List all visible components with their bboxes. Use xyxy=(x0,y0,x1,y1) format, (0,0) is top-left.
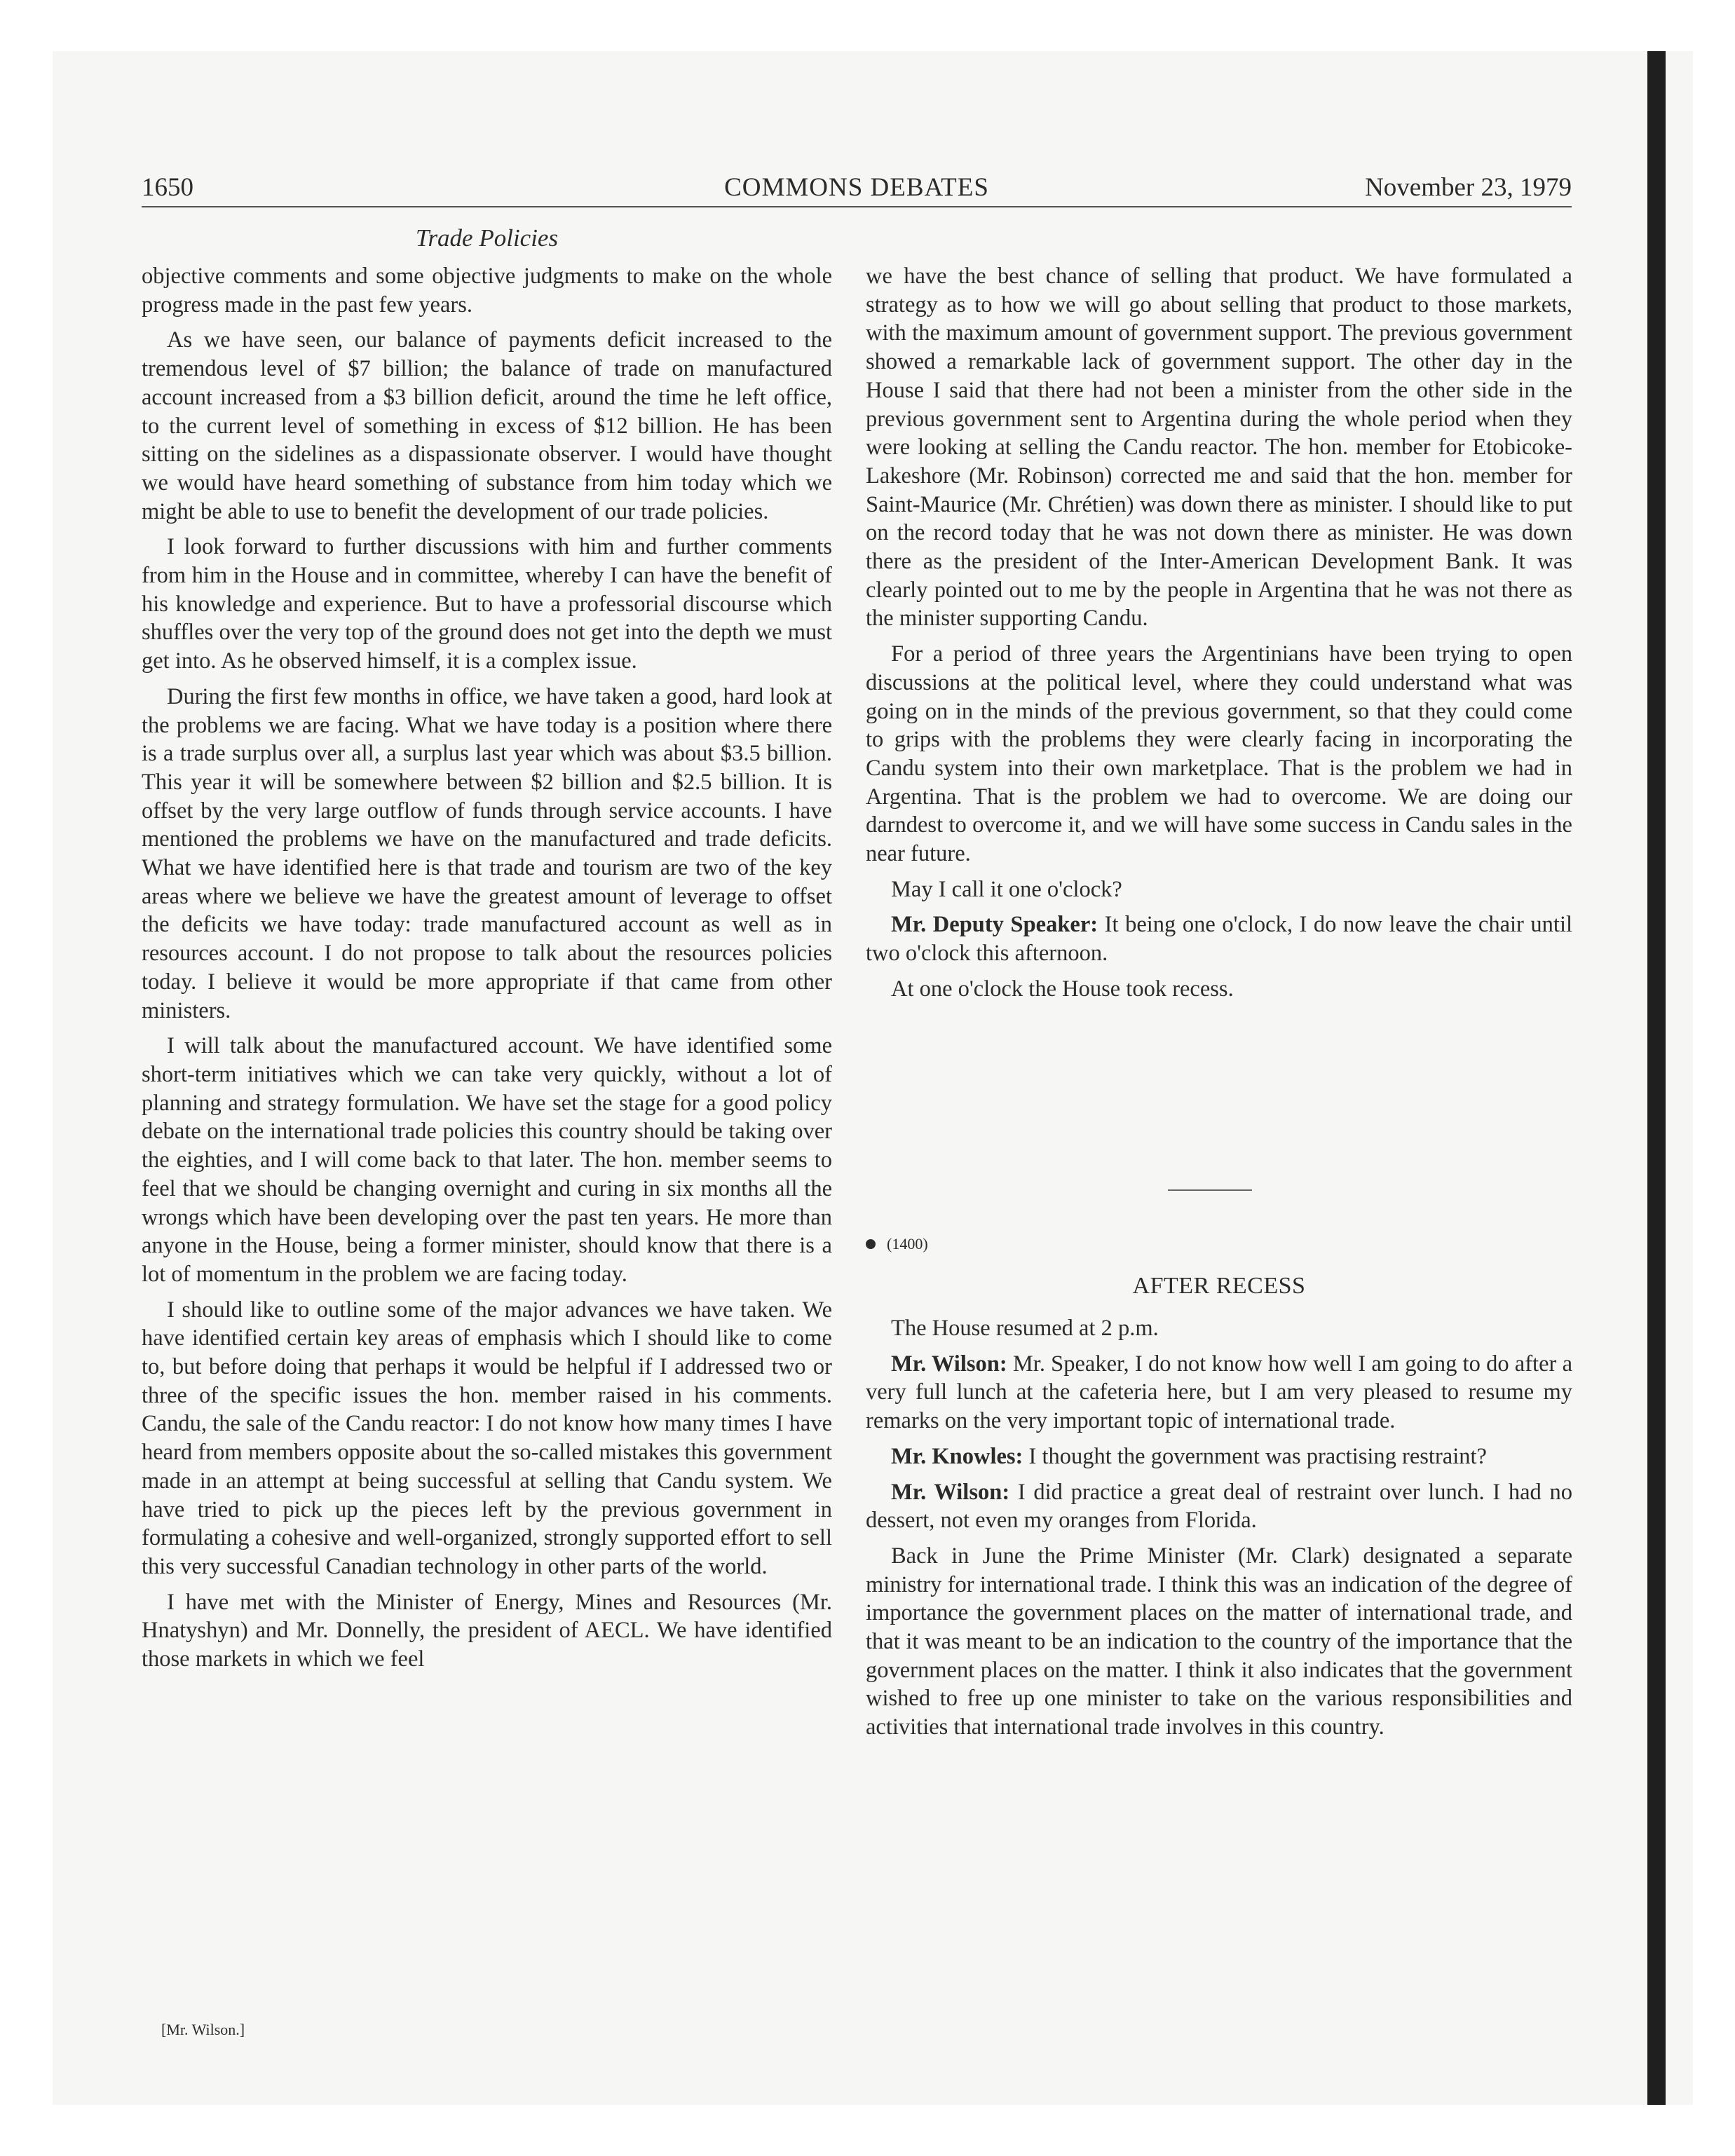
timestamp-text: (1400) xyxy=(887,1235,928,1253)
paragraph-text: we have the best chance of selling that product. We have formulated a strategy as to how we will go about selling that product to those markets, with the maximum amount of government support. The previous government showed a remarkable lack of government support. The other day in the House I said that there had not been a minister from the other side in the previous government sent to Argentina during the whole period when they were looking at selling the Candu reactor. The hon. member for Etobicoke-Lakeshore (Mr. Robinson) corrected me and said that the hon. member for Saint-Maurice (Mr. Chrétien) was down there as minister. I should like to put on the record today that he was not down there as minister. He was down there as the president of the Inter-American Development Bank. It was clearly pointed out to me by the people in Argentina that he was not there as the minister supporting Candu. xyxy=(866,264,1572,632)
paragraph: I look forward to further discussions with him and further comments from him in the House and in committee, whereby I can have the benefit of his knowledge and experience. But to have a professorial discourse which shuffles over the very top of the ground does not get into the depth we must get into. As he observed himself, it is a complex issue. xyxy=(142,534,832,674)
speaker-name: Mr. Wilson: xyxy=(891,1479,1010,1505)
page-number: 1650 xyxy=(142,173,193,202)
paragraph-text: For a period of three years the Argentinians have been trying to open discussions at the political level, where they could understand what was going on in the minds of the previous government, so that they could come to grips with the problems they were clearly facing in incorporating the Candu system into their own marketplace. That is the problem we had in Argentina. That is the problem we had to overcome. We are doing our darndest to overcome it, and we will have some success in Candu sales in the near future. xyxy=(866,641,1572,867)
paragraph xyxy=(866,975,1572,1004)
paragraph: I will talk about the manufactured account. We have identified some short-term initiatives which we can take very quickly, without a lot of planning and strategy formulation. We have set the stage for a good policy debate on the international trade policies this country should be taking over the eighties, and I will come back to that later. The hon. member seems to feel that we should be changing overnight and curing in six months all the wrongs which have been developing over the past ten years. He more than anyone in the House, being a former minister, should know that there is a lot of momentum in the problem we are facing today. xyxy=(142,1033,832,1287)
right-column-bottom xyxy=(866,1314,1572,1749)
paragraph-text: The House resumed at 2 p.m. xyxy=(891,1316,1159,1341)
speaker-attribution: [Mr. Wilson.] xyxy=(161,2021,245,2038)
publication-title: COMMONS DEBATES xyxy=(724,173,989,202)
left-column xyxy=(142,262,832,1681)
speaker-name: Mr. Deputy Speaker: xyxy=(891,912,1098,938)
timestamp-marker xyxy=(866,1230,928,1258)
paragraph xyxy=(866,1542,1572,1742)
scan-edge-bar xyxy=(1647,51,1666,2105)
after-recess-heading: AFTER RECESS xyxy=(1132,1273,1306,1299)
paragraph: I should like to outline some of the major advances we have taken. We have identified certain key areas of emphasis which I should like to come to, but before doing that perhaps it would be helpful if I addressed two or three of the specific issues the hon. member raised in his comments. Candu, the sale of the Candu reactor: I do not know how many times I have heard from members opposite about the so-called mistakes this government made in an attempt at being successful at selling that Candu system. We have tried to pick up the pieces left by the previous government in formulating a cohesive and well-organized, strongly supported effort to sell this very successful Canadian technology in other parts of the world. xyxy=(142,1297,832,1579)
bullet-icon xyxy=(866,1239,876,1249)
paragraph: During the first few months in office, we have taken a good, hard look at the problems we are facing. What we have today is a position where there is a trade surplus over all, a surplus last year which was about $3.5 billion. This year it will be somewhere between $2 billion and $2.5 billion. It is offset by the very large outflow of funds through service accounts. I have mentioned the problems we have on the manufactured and trade deficits. What we have identified here is that trade and tourism are two of the key areas where we believe we have the greatest amount of leverage to offset the deficits we have today: trade manufactured account as well as in resources account. I do not propose to talk about the resources policies today. I believe it would be more appropriate if that came from other ministers. xyxy=(142,683,832,1023)
paragraph xyxy=(866,1442,1572,1471)
section-divider xyxy=(1168,1189,1252,1191)
page-header xyxy=(142,172,1572,204)
paragraph xyxy=(866,1350,1572,1435)
paragraph-text: Mr. Speaker, I do not know how well I am going to do after a very full lunch at the cafeteria here, but I am very pleased to resume my remarks on the very important topic of international trade. xyxy=(866,1351,1572,1434)
speaker-name: Mr. Wilson: xyxy=(891,1351,1007,1377)
paragraph-text: At one o'clock the House took recess. xyxy=(891,976,1234,1002)
paragraph xyxy=(866,640,1572,868)
paragraph: I have met with the Minister of Energy, Mines and Resources (Mr. Hnatyshyn) and Mr. Donnelly, the president of AECL. We have identified those markets in which we feel xyxy=(142,1589,832,1672)
paragraph xyxy=(866,1314,1572,1343)
paragraph-text: It being one o'clock, I do now leave the chair until two o'clock this afternoon. xyxy=(866,912,1573,967)
paragraph: As we have seen, our balance of payments deficit increased to the tremendous level of $7 billion; the balance of trade on manufactured account increased from a $3 billion deficit, around the time he left office, to the current level of something in excess of $12 billion. He has been sitting on the sidelines as a dispassionate observer. I would have thought we would have heard something of substance from him today which we might be able to use to benefit the development of our trade policies. xyxy=(142,327,832,524)
paragraph: objective comments and some objective judgments to make on the whole progress made in the past few years. xyxy=(142,264,832,318)
speaker-name: Mr. Knowles: xyxy=(891,1443,1023,1469)
paragraph-text: I thought the government was practising restraint? xyxy=(1028,1443,1487,1469)
publication-date: November 23, 1979 xyxy=(1365,173,1572,202)
paragraph xyxy=(866,262,1572,633)
paragraph-text: May I call it one o'clock? xyxy=(891,876,1122,902)
header-rule xyxy=(142,206,1572,207)
paragraph xyxy=(866,910,1572,967)
right-column-top xyxy=(866,262,1572,1011)
paragraph xyxy=(866,875,1572,904)
section-title: Trade Policies xyxy=(415,224,559,252)
paragraph xyxy=(866,1478,1572,1535)
paragraph-text: Back in June the Prime Minister (Mr. Clark) designated a separate ministry for international trade. I think this was an indication of the degree of importance the government places on the matter of international trade, and that it was meant to be an indication to the country of the importance that the government places on the matter. I think it also indicates that the government wished to free up one minister to take on the various responsibilities and activities that international trade involves in this country. xyxy=(866,1543,1572,1740)
paragraph-text: I did practice a great deal of restraint over lunch. I had no dessert, not even my oranges from Florida. xyxy=(866,1479,1573,1534)
